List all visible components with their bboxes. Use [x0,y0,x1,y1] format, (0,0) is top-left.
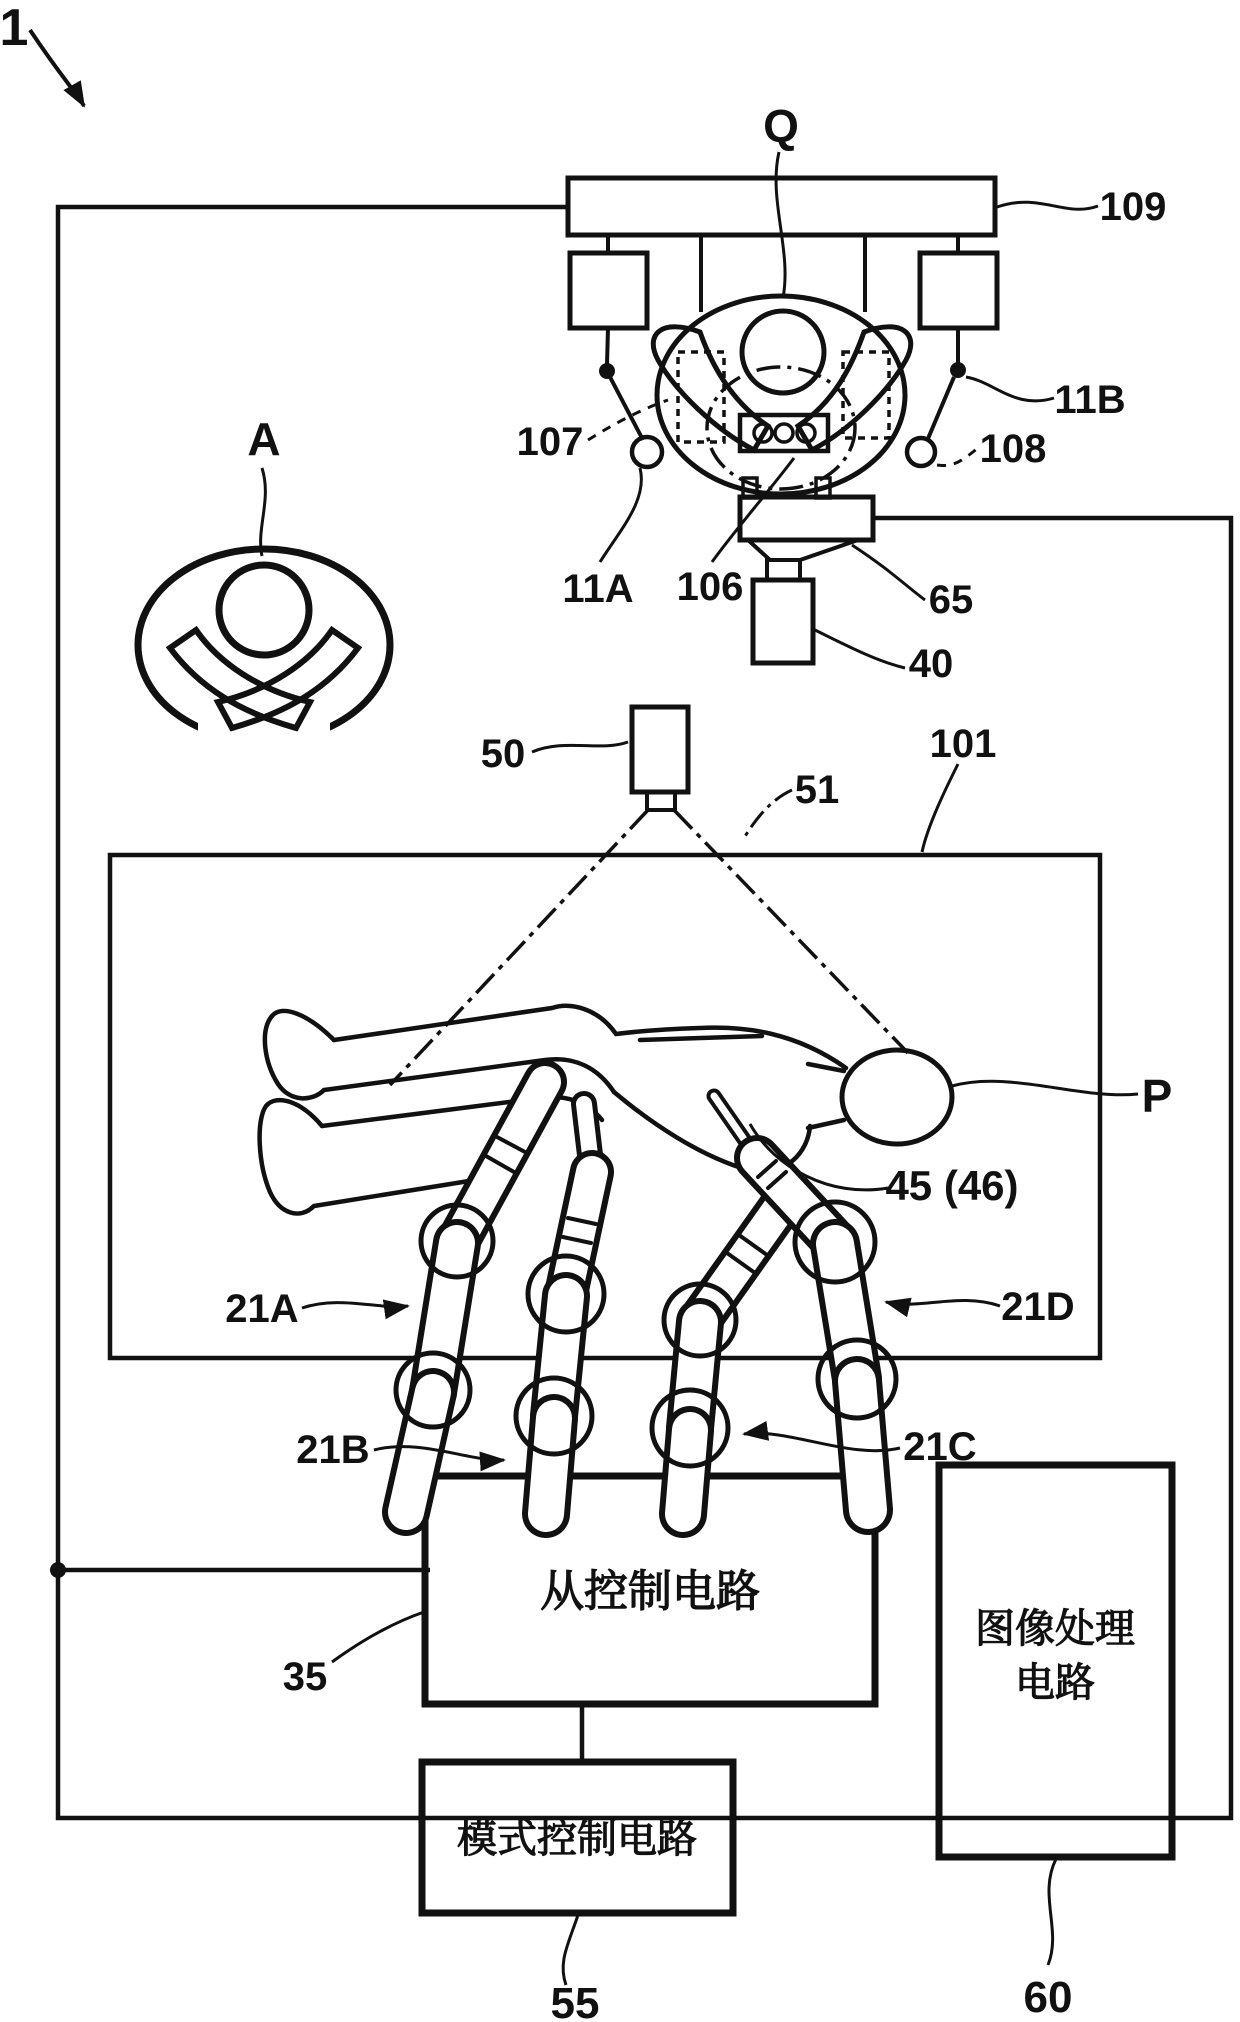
figure-number-arrow [30,30,84,106]
label-45-46: 45 (46) [885,1162,1019,1209]
operator-figure [632,296,935,498]
support-funnel [748,540,858,560]
figure-number-label: 1 [0,0,29,57]
left-hanger-box [570,253,647,328]
label-21B: 21B [296,1428,370,1472]
mode-control-text: 模式控制电路 [457,1816,697,1862]
label-35: 35 [282,1655,328,1699]
slave-arms [396,1082,896,1514]
leader-50 [532,742,628,752]
leader-101 [922,764,958,852]
label-40: 40 [908,642,954,686]
leader-Q [776,152,785,298]
patient-lower-leg [322,1097,602,1126]
patient-arm-line [640,1036,762,1040]
view-cone-dashdot [390,810,908,1085]
leader-35 [332,1612,424,1662]
label-11B: 11B [1054,378,1126,422]
assistant-head [219,565,309,655]
viewer-neck [767,560,800,580]
label-21C: 21C [903,1425,977,1469]
label-55: 55 [550,1979,600,2022]
right-hanger-box [920,253,997,328]
leader-109 [997,202,1098,209]
label-21D: 21D [1001,1285,1075,1329]
leader-11B [966,377,1054,401]
viewer-40 [753,580,813,663]
junction-dot [50,1562,66,1578]
labels [225,100,1172,2022]
image-processing-text-line1: 图像处理 [975,1606,1135,1652]
image-processing-text-line2: 电路 [1015,1660,1095,1706]
leader-21D [886,1300,1000,1306]
leader-107-dashed [588,400,668,440]
label-50: 50 [480,732,526,776]
overhead-camera-assembly [390,707,908,1085]
leader-60 [1048,1859,1056,1965]
label-21A: 21A [225,1287,299,1331]
label-11A: 11A [562,567,634,611]
leader-11A [600,468,641,562]
left-pivot-dot [599,363,615,379]
leader-108-dashed [937,448,978,466]
leader-55 [563,1915,578,1985]
label-A: A [247,413,281,465]
support-65 [740,497,873,540]
operator-left-arm [653,327,768,450]
camera-lens [647,792,675,810]
support-and-viewer [740,497,873,663]
right-pivot-dot [950,362,966,378]
label-P: P [1141,1070,1173,1122]
label-109: 109 [1099,185,1167,229]
leader-65 [852,545,925,600]
slave-control-text: 从控制电路 [540,1566,760,1617]
label-65: 65 [928,578,974,622]
label-108: 108 [979,427,1047,471]
label-101: 101 [929,722,997,766]
label-Q: Q [763,100,799,152]
leader-51-dashdot [744,790,792,838]
operator-head [742,311,824,393]
camera-50 [632,707,688,792]
label-60: 60 [1023,1973,1073,2022]
leader-21A [302,1303,408,1308]
label-107: 107 [516,420,584,464]
label-51: 51 [794,768,840,812]
patient-head [842,1050,952,1144]
leader-P [952,1081,1138,1095]
leader-40 [815,630,905,668]
leader-A [261,468,266,556]
label-106: 106 [676,565,744,609]
left-handle-107 [632,437,662,467]
right-handle-108 [907,438,935,466]
assistant-figure [138,549,390,764]
